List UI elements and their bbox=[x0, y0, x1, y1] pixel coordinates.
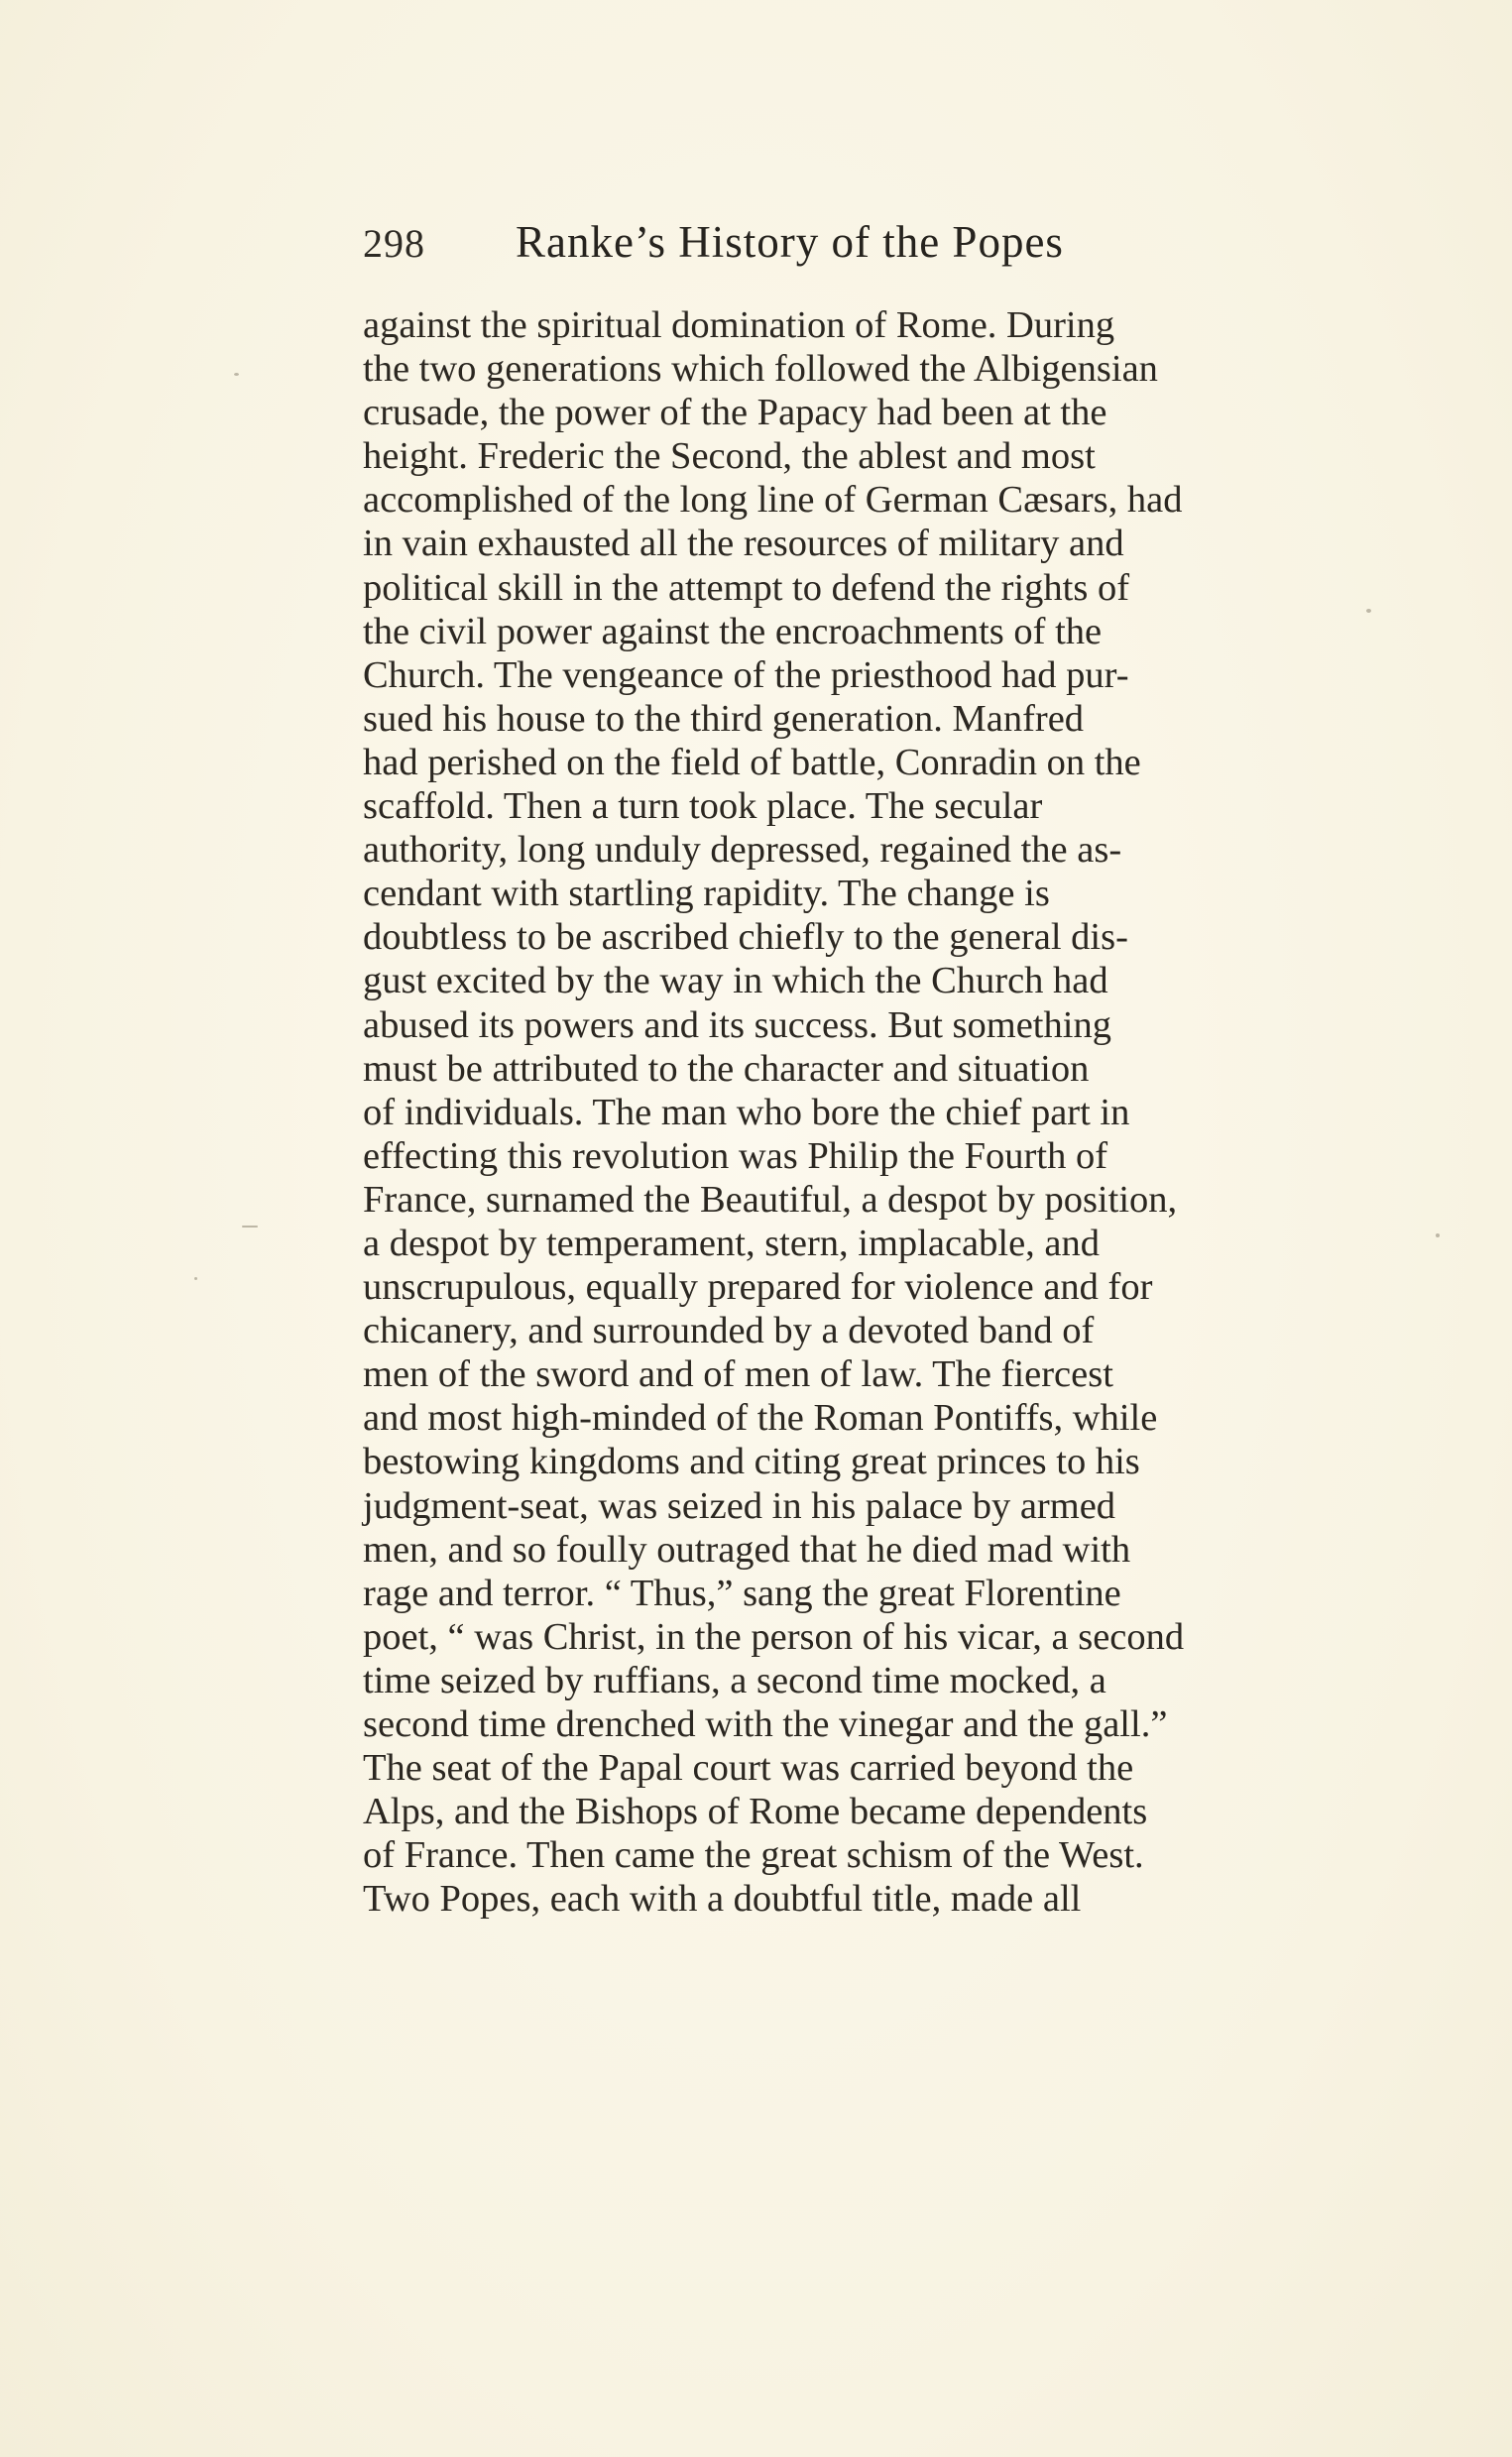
paper-speck bbox=[194, 1277, 197, 1280]
text-line: height. Frederic the Second, the ablest and most bbox=[363, 435, 1096, 478]
text-line: Two Popes, each with a doubtful title, made all bbox=[363, 1878, 1082, 1921]
paper-speck bbox=[242, 1226, 258, 1228]
text-line: of individuals. The man who bore the chief part in bbox=[363, 1091, 1130, 1133]
text-line: effecting this revolution was Philip the Fourth of bbox=[363, 1134, 1108, 1177]
text-line: chicanery, and surrounded by a devoted band of bbox=[363, 1310, 1095, 1352]
text-line: of France. Then came the great schism of the West. bbox=[363, 1834, 1144, 1877]
text-line: rage and terror. “ Thus,” sang the great Florentine bbox=[363, 1572, 1121, 1614]
text-line: sued his house to the third generation. Manfred bbox=[363, 697, 1085, 740]
text-line: accomplished of the long line of German Cæsars, had bbox=[363, 479, 1183, 522]
text-line: authority, long unduly depressed, regained the as- bbox=[363, 829, 1122, 872]
text-line: gust excited by the way in which the Church had bbox=[363, 960, 1108, 1002]
body-text bbox=[363, 303, 1356, 1921]
text-line: bestowing kingdoms and citing great princes to his bbox=[363, 1441, 1140, 1483]
text-line: abused its powers and its success. But something bbox=[363, 1003, 1111, 1046]
paper-speck bbox=[1366, 609, 1371, 613]
text-line: second time drenched with the vinegar and the gall.” bbox=[363, 1703, 1168, 1745]
running-head bbox=[363, 216, 1356, 276]
text-line: must be attributed to the character and situation bbox=[363, 1047, 1090, 1090]
text-line: men of the sword and of men of law. The fiercest bbox=[363, 1353, 1113, 1396]
text-line: cendant with startling rapidity. The change is bbox=[363, 873, 1050, 915]
page-number: 298 bbox=[363, 221, 425, 266]
text-line: in vain exhausted all the resources of military and bbox=[363, 523, 1124, 565]
text-line: political skill in the attempt to defend the rights of bbox=[363, 566, 1130, 609]
paper-speck bbox=[1436, 1233, 1440, 1237]
paper-speck bbox=[234, 373, 239, 376]
running-title: Ranke’s History of the Popes bbox=[516, 217, 1064, 267]
text-line: and most high-minded of the Roman Pontiffs, while bbox=[363, 1397, 1158, 1440]
text-line: Church. The vengeance of the priesthood had pur- bbox=[363, 653, 1129, 696]
text-line: the civil power against the encroachments of the bbox=[363, 610, 1103, 652]
text-line: crusade, the power of the Papacy had been at the bbox=[363, 392, 1107, 434]
text-line: scaffold. Then a turn took place. The secular bbox=[363, 785, 1043, 828]
text-line: doubtless to be ascribed chiefly to the general dis- bbox=[363, 916, 1128, 959]
text-line: men, and so foully outraged that he died mad with bbox=[363, 1528, 1131, 1571]
text-line: judgment-seat, was seized in his palace by armed bbox=[363, 1484, 1116, 1527]
text-line: Alps, and the Bishops of Rome became dependents bbox=[363, 1791, 1148, 1833]
text-line: time seized by ruffians, a second time mocked, a bbox=[363, 1659, 1106, 1701]
text-line: the two generations which followed the Albigensian bbox=[363, 348, 1158, 391]
text-line: France, surnamed the Beautiful, a despot by position, bbox=[363, 1178, 1178, 1221]
text-line: poet, “ was Christ, in the person of his vicar, a second bbox=[363, 1615, 1185, 1658]
text-line: against the spiritual domination of Rome. During bbox=[363, 304, 1115, 346]
text-line: had perished on the field of battle, Conradin on the bbox=[363, 741, 1141, 783]
text-line: a despot by temperament, stern, implacable, and bbox=[363, 1222, 1101, 1264]
text-line: The seat of the Papal court was carried beyond the bbox=[363, 1747, 1134, 1790]
text-line: unscrupulous, equally prepared for violence and for bbox=[363, 1266, 1153, 1309]
